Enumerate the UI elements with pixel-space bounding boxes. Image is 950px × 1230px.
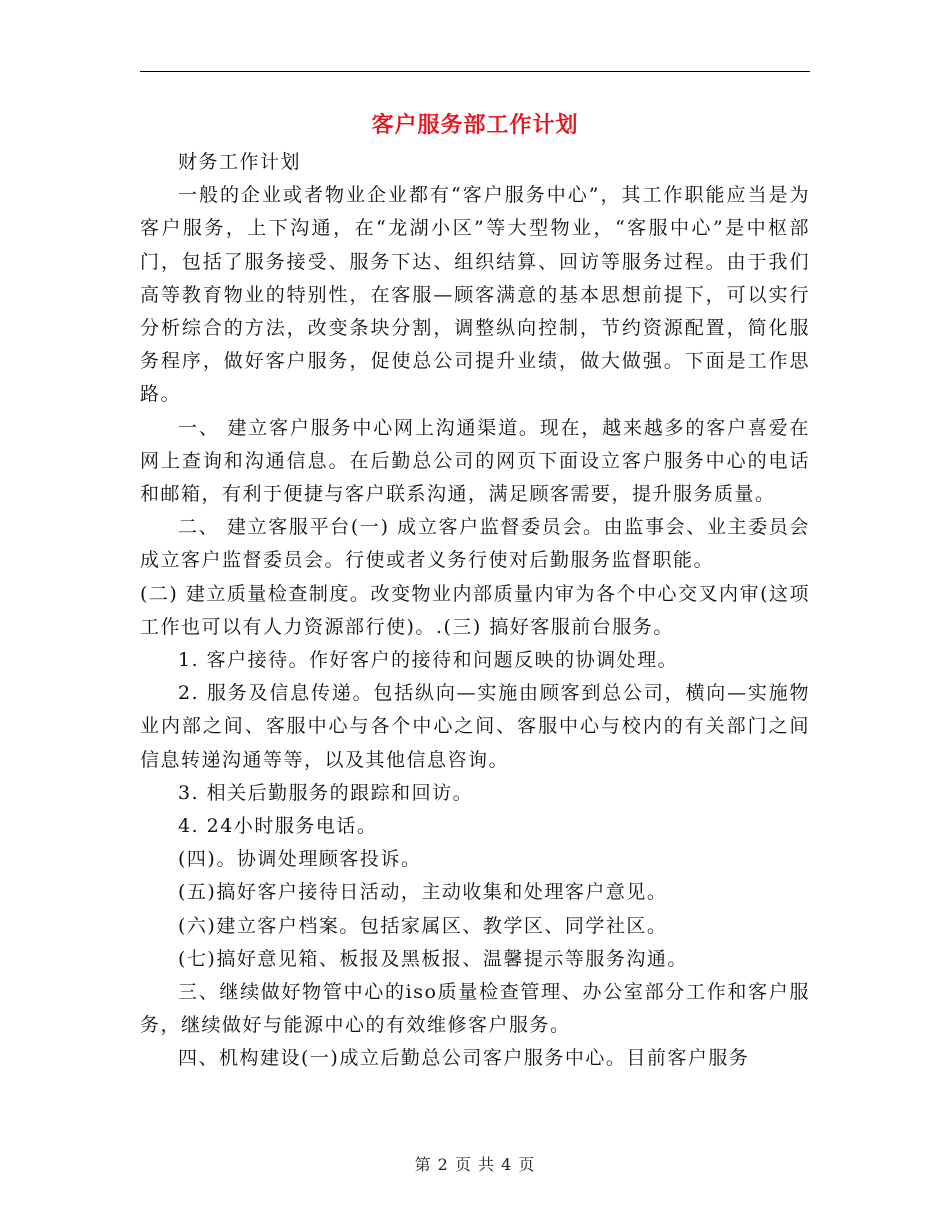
list-item-reception-day: (五)搞好客户接待日活动，主动收集和处理客户意见。 bbox=[178, 881, 668, 904]
paragraph-section-2: 二、 建立客服平台(一) 成立客户监督委员会。由监事会、业主委员会成立客户监督委员会。行使或者义务行使对后勤服务监督职能。 bbox=[140, 516, 810, 572]
paragraph-subtitle: 财务工作计划 bbox=[178, 151, 302, 173]
list-item-hotline: 4. 24小时服务电话。 bbox=[178, 815, 378, 838]
paragraph-intro: 一般的企业或者物业企业都有“客户服务中心”，其工作职能应当是为客户服务，上下沟通，在“龙湖小区”等大型物业，“客服中心”是中枢部门，包括了服务接受、服务下达、组织结算、回访等服务过程。由于我们高等教育物业的特别性，在客服—顾客满意的基本思想前提下，可以实行分析综合的方法，改变条块分割，调整纵向控制，节约资源配置，简化服务程序，做好客户服务，促使总公司提升业绩，做大做强。下面是工作思路。 bbox=[140, 184, 810, 406]
paragraph-section-1: 一、 建立客户服务中心网上沟通渠道。现在，越来越多的客户喜爱在网上查询和沟通信息。在后勤总公司的网页下面设立客户服务中心的电话和邮箱，有利于便捷与客户联系沟通，满足顾客需要，提升服务质量。 bbox=[140, 416, 810, 506]
list-item-customer-files: (六)建立客户档案。包括家属区、教学区、同学社区。 bbox=[178, 914, 668, 937]
list-item-info-transfer: 2. 服务及信息传递。包括纵向—实施由顾客到总公司，横向—实施物业内部之间、客服中心与各个中心之间、客服中心与校内的有关部门之间信息转递沟通等等，以及其他信息咨询。 bbox=[140, 682, 810, 771]
document-title: 客户服务部工作计划 bbox=[371, 112, 579, 138]
paragraph-quality-check: (二) 建立质量检查制度。改变物业内部质量内审为各个中心交叉内审(这项工作也可以有人力资源部行使)。.(三) 搞好客服前台服务。 bbox=[140, 582, 810, 638]
page-number: 第 2 页 共 4 页 bbox=[414, 1155, 536, 1174]
header-rule bbox=[140, 71, 810, 72]
document-body bbox=[140, 146, 810, 1076]
list-item-reception: 1. 客户接待。作好客户的接待和问题反映的协调处理。 bbox=[178, 649, 679, 672]
list-item-follow-up: 3. 相关后勤服务的跟踪和回访。 bbox=[178, 781, 474, 804]
list-item-suggestion-box: (七)搞好意见箱、板报及黑板报、温馨提示等服务沟通。 bbox=[178, 947, 688, 970]
list-item-complaints: (四)。协调处理顾客投诉。 bbox=[178, 848, 422, 871]
paragraph-section-3: 三、继续做好物管中心的iso质量检查管理、办公室部分工作和客户服务，继续做好与能源中心的有效维修客户服务。 bbox=[140, 981, 810, 1037]
paragraph-section-4: 四、机构建设(一)成立后勤总公司客户服务中心。目前客户服务 bbox=[178, 1047, 750, 1070]
